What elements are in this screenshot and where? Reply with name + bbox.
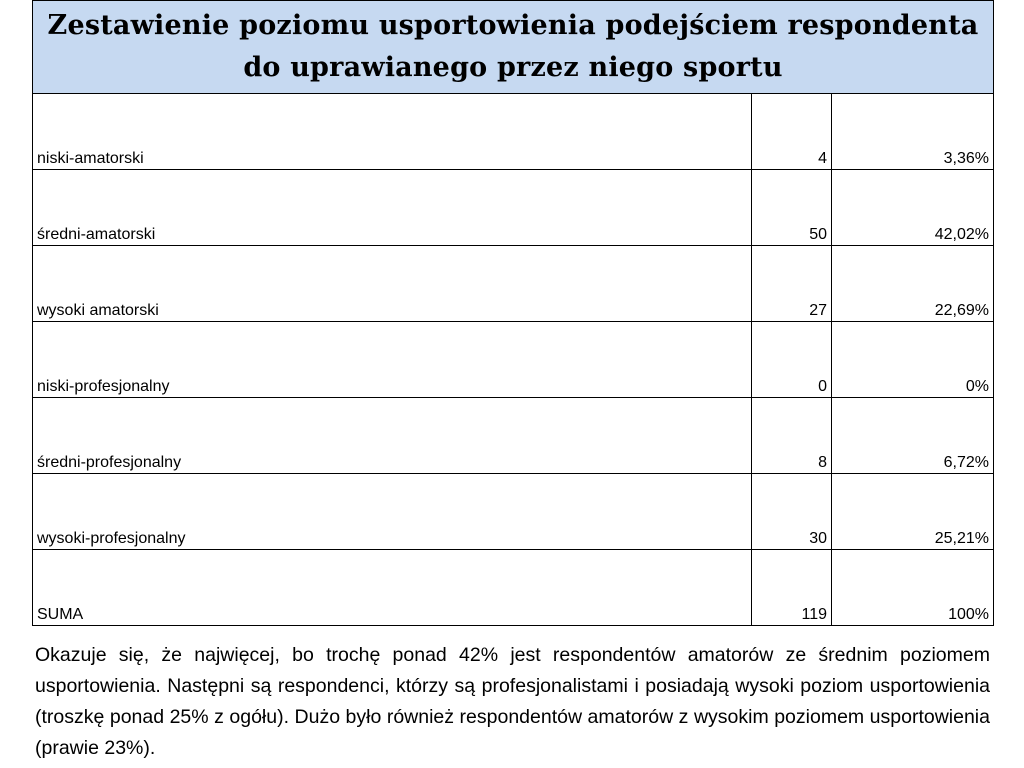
row-count: 8: [752, 398, 832, 474]
row-label: wysoki-profesjonalny: [33, 474, 752, 550]
table-row: [33, 246, 994, 322]
row-label: średni-profesjonalny: [33, 398, 752, 474]
row-label: niski-amatorski: [33, 94, 752, 170]
row-percent: 3,36%: [832, 94, 994, 170]
table-row: [33, 94, 994, 170]
total-percent: 100%: [832, 550, 994, 626]
description-paragraph: Okazuje się, że najwięcej, bo trochę ponad 42% jest respondentów amatorów ze średnim poziomem usportowienia. Następni są respondenci, którzy są profesjonalistami i posiadają wysoki poziom usportowienia (troszkę ponad 25% z ogółu). Dużo było również respondentów amatorów z wysokim poziomem usportowienia (prawie 23%).: [35, 644, 990, 759]
row-label: wysoki amatorski: [33, 246, 752, 322]
total-label: SUMA: [33, 550, 752, 626]
row-label: średni-amatorski: [33, 170, 752, 246]
table-row: [33, 474, 994, 550]
row-percent: 25,21%: [832, 474, 994, 550]
row-percent: 22,69%: [832, 246, 994, 322]
table-row: [33, 398, 994, 474]
row-percent: 42,02%: [832, 170, 994, 246]
row-count: 4: [752, 94, 832, 170]
table-title-row: [33, 1, 994, 94]
summary-table: [32, 0, 994, 626]
table-row: [33, 170, 994, 246]
table-title: Zestawienie poziomu usportowienia podejściem respondenta do uprawianego przez niego sportu: [33, 1, 994, 94]
row-count: 50: [752, 170, 832, 246]
table-row: [33, 322, 994, 398]
row-percent: 0%: [832, 322, 994, 398]
row-count: 27: [752, 246, 832, 322]
table-total-row: [33, 550, 994, 626]
row-percent: 6,72%: [832, 398, 994, 474]
row-label: niski-profesjonalny: [33, 322, 752, 398]
row-count: 30: [752, 474, 832, 550]
row-count: 0: [752, 322, 832, 398]
total-count: 119: [752, 550, 832, 626]
